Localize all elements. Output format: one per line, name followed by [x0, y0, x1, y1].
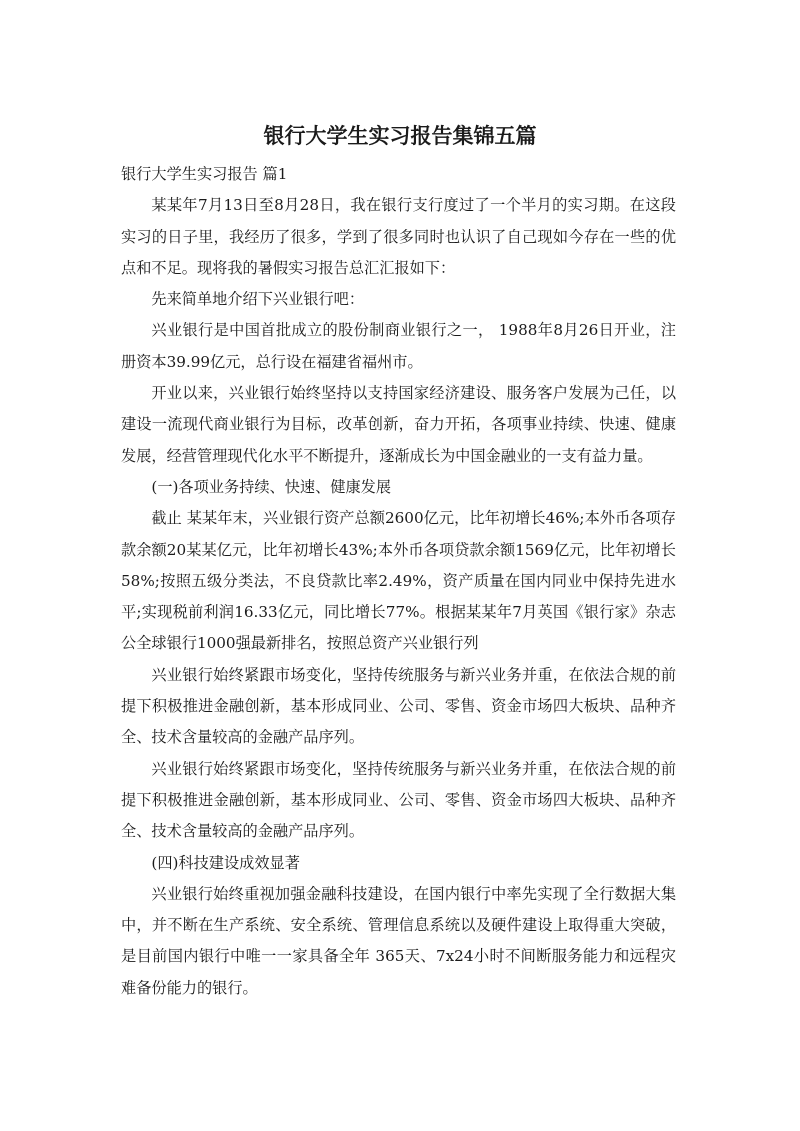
section-heading: 银行大学生实习报告 篇1 [121, 165, 288, 183]
paragraph: 先来简单地介绍下兴业银行吧： [151, 290, 365, 309]
subsection-heading: (四)科技建设成效显著 [151, 853, 300, 872]
document-title: 银行大学生实习报告集锦五篇 [263, 124, 537, 148]
paragraph: 兴业银行始终紧跟市场变化，坚持传统服务与新兴业务并重，在依法合规的前提下积极推进金融创新，基本形成同业、公司、零售、资金市场四大板块、品种齐全、技术含量较高的金融产品序列。 [121, 665, 676, 747]
paragraph: 截止 某某年末，兴业银行资产总额2600亿元，比年初增长46%;本外币各项存款余额20某某亿元，比年初增长43%;本外币各项贷款余额1569亿元，比年初增长58%;按照五级分类法，不良贷款比率2.49%，资产质量在国内同业中保持先进水平;实现税前利润16.33亿元，同比增长77%。根据某某年7月英国《银行家》杂志公全球银行1000强最新排名，按照总资产兴业银行列 [121, 509, 676, 653]
paragraph: 某某年7月13日至8月28日，我在银行支行度过了一个半月的实习期。在这段实习的日子里，我经历了很多，学到了很多同时也认识了自己现如今存在一些的优点和不足。现将我的暑假实习报告总汇汇报如下： [121, 196, 676, 277]
subsection-heading: (一)各项业务持续、快速、健康发展 [151, 477, 392, 496]
paragraph: 开业以来，兴业银行始终坚持以支持国家经济建设、服务客户发展为己任，以建设一流现代商业银行为目标，改革创新，奋力开拓，各项事业持续、快速、健康发展，经营管理现代化水平不断提升，逐渐成长为中国金融业的一支有益力量。 [121, 384, 676, 465]
paragraph: 兴业银行是中国首批成立的股份制商业银行之一， 1988年8月26日开业，注册资本39.99亿元，总行设在福建省福州市。 [121, 321, 676, 371]
document-body [121, 159, 676, 1004]
paragraph: 兴业银行始终重视加强金融科技建设，在国内银行中率先实现了全行数据大集中，并不断在生产系统、安全系统、管理信息系统以及硬件建设上取得重大突破，是目前国内银行中唯一一家具备全年 365天、7x24小时不间断服务能力和远程灾难备份能力的银行。 [121, 884, 676, 997]
paragraph: 兴业银行始终紧跟市场变化，坚持传统服务与新兴业务并重，在依法合规的前提下积极推进金融创新，基本形成同业、公司、零售、资金市场四大板块、品种齐全、技术含量较高的金融产品序列。 [121, 759, 676, 841]
